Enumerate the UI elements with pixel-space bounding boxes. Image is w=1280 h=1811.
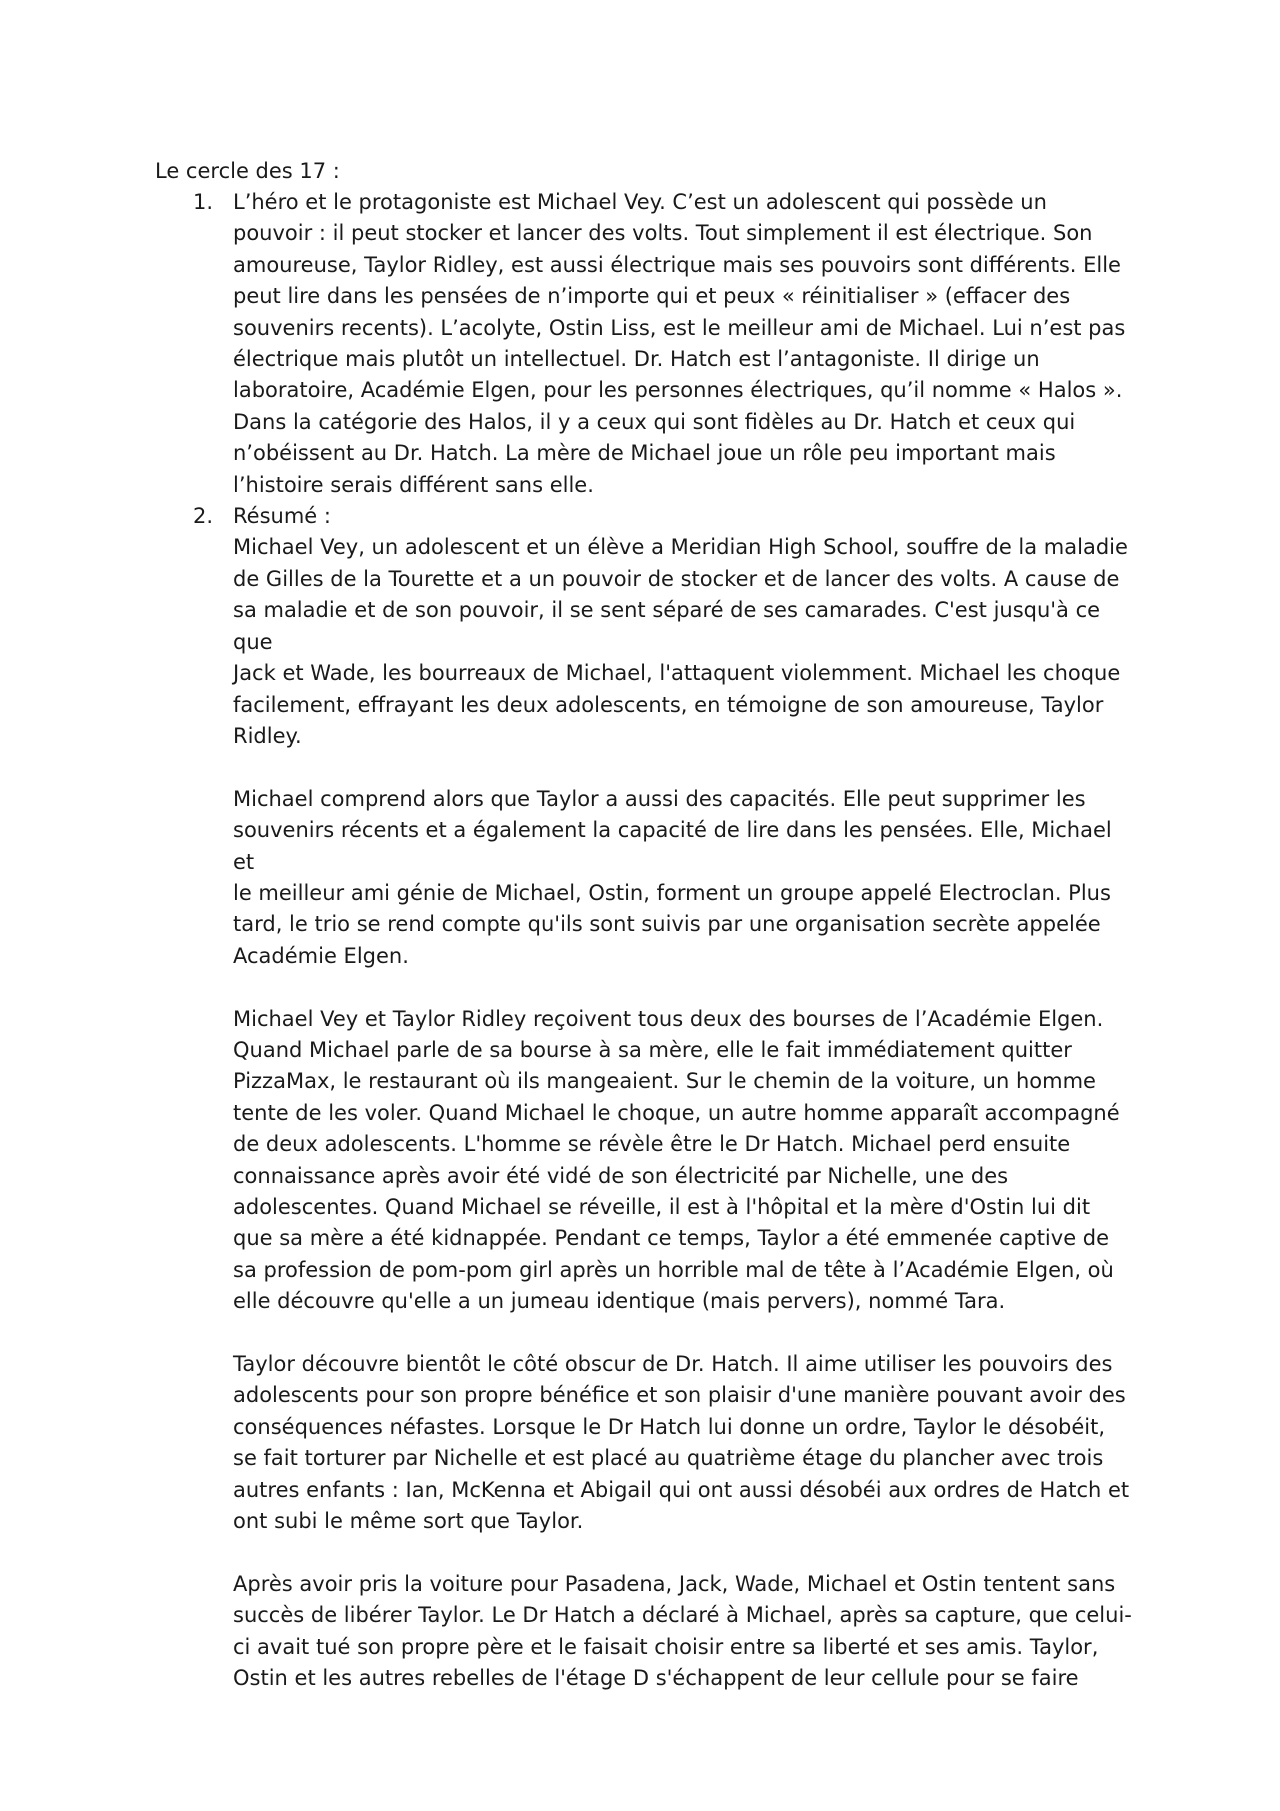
paragraph-spacer: [233, 1318, 1135, 1349]
paragraph-spacer: [233, 972, 1135, 1003]
list-number: 1.: [193, 190, 214, 214]
summary-heading: Résumé :: [233, 504, 331, 529]
summary-paragraph: Michael Vey, un adolescent et un élève a Meridian High School, souffre de la maladie de Gilles de la Tourette et a un pouvoir de stocker et de lancer des volts. A cause de sa maladie et de son pouvoir, il se sent séparé de ses camarades. C'est jusqu'à ce que Jack et Wade, les bourreaux de Michael, l'attaquent violemment. Michael les choque facilement, effrayant les deux adolescents, en témoigne de son amoureuse, Taylor Ridley.: [233, 535, 1128, 748]
list-item-summary: [155, 501, 1135, 1694]
paragraph-spacer: [233, 1537, 1135, 1568]
summary-paragraph: Michael comprend alors que Taylor a aussi des capacités. Elle peut supprimer les souvenirs récents et a également la capacité de lire dans les pensées. Elle, Michael et le meilleur ami génie de Michael, Ostin, forment un groupe appelé Electroclan. Plus tard, le trio se rend compte qu'ils sont suivis par une organisation secrète appelée Académie Elgen.: [233, 786, 1112, 968]
paragraph-spacer: [233, 752, 1135, 783]
summary-paragraph: Michael Vey et Taylor Ridley reçoivent tous deux des bourses de l’Académie Elgen. Quand Michael parle de sa bourse à sa mère, elle le fait immédiatement quitter PizzaMax, le restaurant où ils mangeaient. Sur le chemin de la voiture, un homme tente de les voler. Quand Michael le choque, un autre homme apparaît accompagné de deux adolescents. L'homme se révèle être le Dr Hatch. Michael perd ensuite connaissance après avoir été vidé de son électricité par Nichelle, une des adolescentes. Quand Michael se réveille, il est à l'hôpital et la mère d'Ostin lui dit que sa mère a été kidnappée. Pendant ce temps, Taylor a été emmenée captive de sa profession de pom-pom girl après un horrible mal de tête à l’Académie Elgen, où elle découvre qu'elle a un jumeau identique (mais pervers), nommé Tara.: [233, 1006, 1120, 1314]
numbered-list: [155, 187, 1135, 1694]
document-title: Le cercle des 17 :: [155, 159, 340, 183]
summary-paragraph: Après avoir pris la voiture pour Pasadena, Jack, Wade, Michael et Ostin tentent sans succès de libérer Taylor. Le Dr Hatch a déclaré à Michael, après sa capture, que celui- ci avait tué son propre père et le faisait choisir entre sa liberté et ses amis. Taylor, Ostin et les autres rebelles de l'étage D s'échappent de leur cellule pour se faire: [233, 1571, 1132, 1691]
list-item-characters: [155, 187, 1135, 501]
summary-paragraph: Taylor découvre bientôt le côté obscur de Dr. Hatch. Il aime utiliser les pouvoirs des adolescents pour son propre bénéfice et son plaisir d'une manière pouvant avoir des conséquences néfastes. Lorsque le Dr Hatch lui donne un ordre, Taylor le désobéit, se fait torturer par Nichelle et est placé au quatrième étage du plancher avec trois autres enfants : Ian, McKenna et Abigail qui ont aussi désobéi aux ordres de Hatch et ont subi le même sort que Taylor.: [233, 1351, 1130, 1534]
characters-paragraph: L’héro et le protagoniste est Michael Vey. C’est un adolescent qui possède un pouvoir : il peut stocker et lancer des volts. Tout simplement il est électrique. Son amoureuse, Taylor Ridley, est aussi électrique mais ses pouvoirs sont différents. Elle peut lire dans les pensées de n’importe qui et peux « réinitialiser » (effacer des souvenirs recents). L’acolyte, Ostin Liss, est le meilleur ami de Michael. Lui n’est pas électrique mais plutôt un intellectuel. Dr. Hatch est l’antagoniste. Il dirige un laboratoire, Académie Elgen, pour les personnes électriques, qu’il nomme « Halos ». Dans la catégorie des Halos, il y a ceux qui sont fidèles au Dr. Hatch et ceux qui n’obéissent au Dr. Hatch. La mère de Michael joue un rôle peu important mais l’histoire serais différent sans elle.: [233, 190, 1126, 497]
list-number: 2.: [193, 504, 214, 529]
